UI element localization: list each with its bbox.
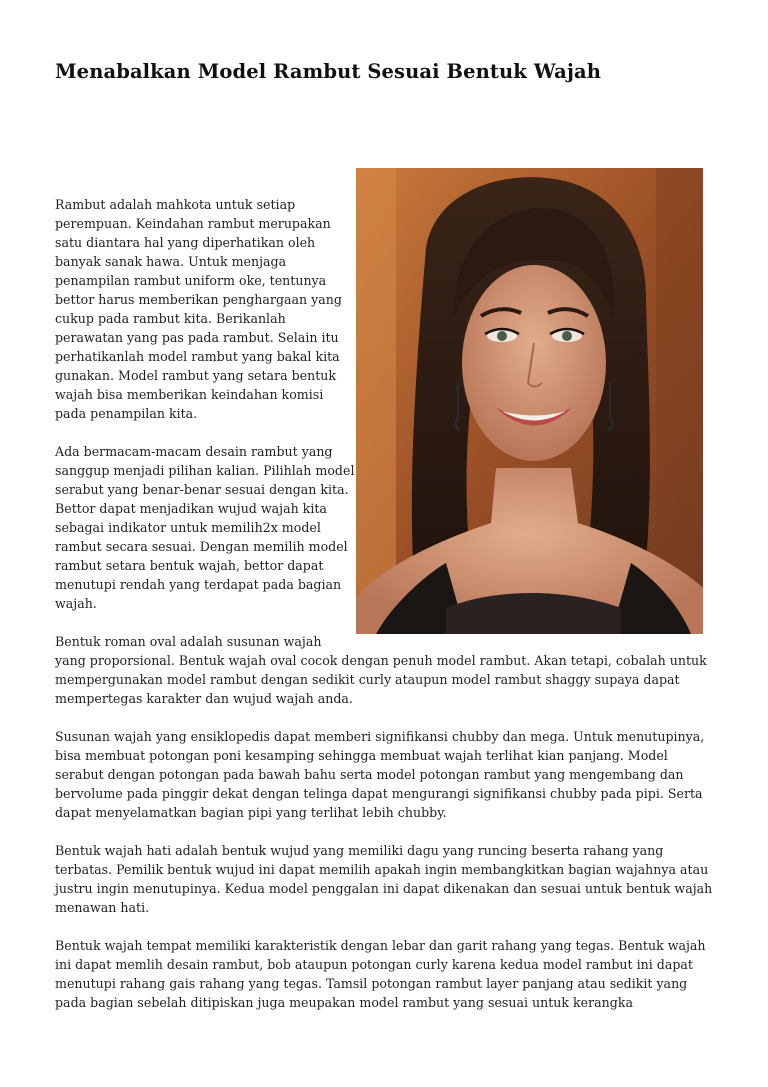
paragraph: Bentuk roman oval adalah susunan wajah yang proporsional. Bentuk wajah oval cocok dengan penuh model rambut. Akan tetapi, cobalah untuk mempergunakan model rambut dengan sedikit curly ataupun model rambut shaggy supaya dapat mempertegas karakter dan wujud wajah anda. [55,634,707,706]
paragraph: Susunan wajah yang ensiklopedis dapat memberi signifikansi chubby dan mega. Untuk menutupinya, bisa membuat potongan poni kesamping sehingga membuat wajah terlihat kian panjang. Model serabut dengan potongan pada bawah bahu serta model potongan rambut yang mengembang dan bervolume pada pinggir dekat dengan telinga dapat mengurangi signifikansi chubby pada pipi. Serta dapat menyelamatkan bagian pipi yang terlihat lebih chubby. [55,729,705,820]
article-body [55,195,715,1031]
paragraph: Ada bermacam-macam desain rambut yang sanggup menjadi pilihan kalian. Pilihlah model serabut yang benar-benar sesuai dengan kita. Bettor dapat menjadikan wujud wajah kita sebagai indikator untuk memilih2x model rambut secara sesuai. Dengan memilih model rambut setara bentuk wajah, bettor dapat menutupi rendah yang terdapat pada bagian wajah. [55,444,355,611]
paragraph: Bentuk wajah hati adalah bentuk wujud yang memiliki dagu yang runcing beserta rahang yang terbatas. Pemilik bentuk wujud ini dapat memilih apakah ingin membangkitkan bagian wajahnya atau justru ingin menutupinya. Kedua model penggalan ini dapat dikenakan dan sesuai untuk bentuk wajah menawan hati. [55,843,713,915]
image-float-spacer [355,195,715,635]
paragraph: Rambut adalah mahkota untuk setiap perempuan. Keindahan rambut merupakan satu diantara hal yang diperhatikan oleh banyak sanak hawa. Untuk menjaga penampilan rambut uniform oke, tentunya bettor harus memberikan penghargaan yang cukup pada rambut kita. Berikanlah perawatan yang pas pada rambut. Selain itu perhatikanlah model rambut yang bakal kita gunakan. Model rambut yang setara bentuk wajah bisa memberikan keindahan komisi pada penampilan kita. [55,197,342,421]
paragraph: Bentuk wajah tempat memiliki karakteristik dengan lebar dan garit rahang yang tegas. Bentuk wajah ini dapat memlih desain rambut, bob ataupun potongan curly karena kedua model rambut ini dapat menutupi rahang gais rahang yang tegas. Tamsil potongan rambut layer panjang atau sedikit yang pada bagian sebelah ditipiskan juga meupakan model rambut yang sesuai untuk kerangka [55,938,706,1010]
page-title: Menabalkan Model Rambut Sesuai Bentuk Wajah [55,60,601,83]
